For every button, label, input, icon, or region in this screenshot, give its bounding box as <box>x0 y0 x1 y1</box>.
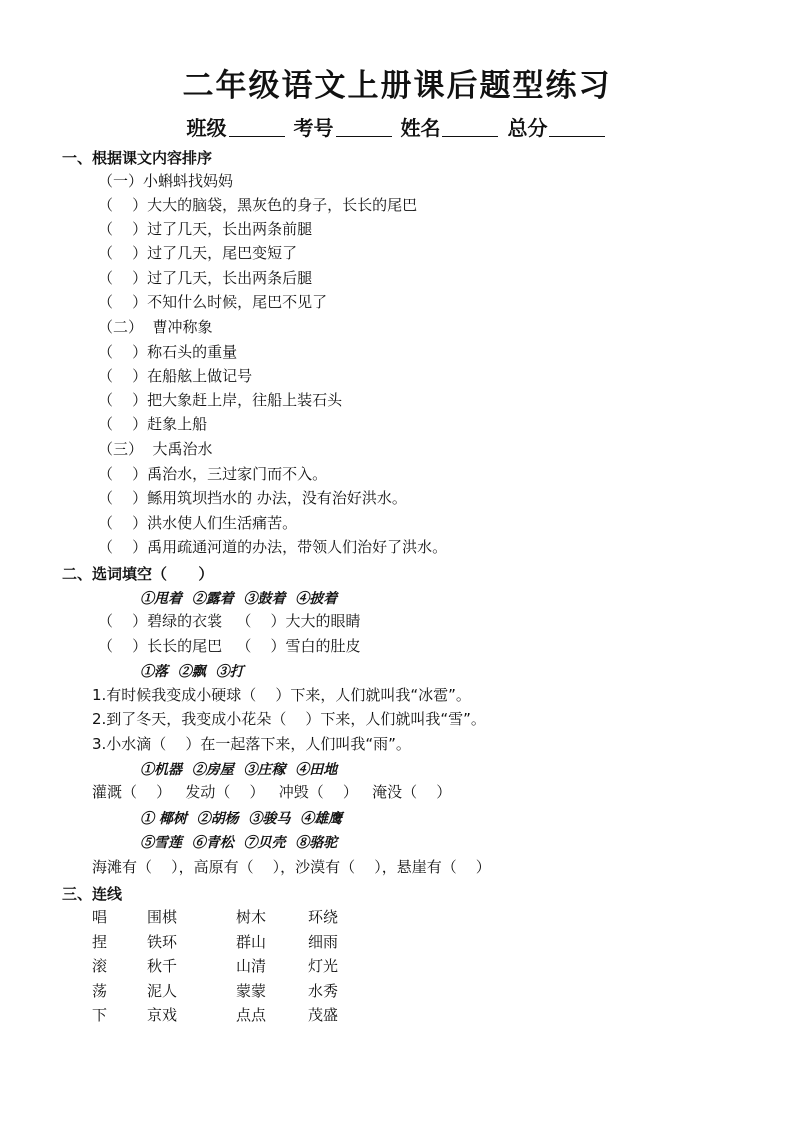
fill-line: 3.小水滴（ ）在一起落下来，人们叫我“雨”。 <box>92 735 411 753</box>
section-1-line: （ ）过了几天，尾巴变短了 <box>98 244 298 262</box>
word-options-1: ①甩着 ②露着 ③鼓着 ④披着 <box>140 591 338 607</box>
match-word[interactable]: 滚 <box>92 957 108 975</box>
section-1-line: （ ）鲧用筑坝挡水的 办法，没有治好洪水。 <box>98 489 407 507</box>
class-label: 班级 <box>186 116 227 140</box>
match-word[interactable]: 灯光 <box>308 957 339 975</box>
section-1-line: （三） 大禹治水 <box>98 440 213 458</box>
match-word[interactable]: 泥人 <box>147 982 178 1000</box>
section-1-line: （一）小蝌蚪找妈妈 <box>98 172 234 190</box>
fill-line: 2.到了冬天，我变成小花朵（ ）下来，人们就叫我“雪”。 <box>92 710 486 728</box>
match-word[interactable]: 茂盛 <box>308 1006 339 1024</box>
match-word[interactable]: 京戏 <box>147 1006 178 1024</box>
match-word[interactable]: 水秀 <box>308 982 339 1000</box>
match-word[interactable]: 下 <box>92 1006 108 1024</box>
class-blank[interactable] <box>229 118 285 137</box>
section-1-line: （ ）禹治水，三过家门而不入。 <box>98 465 328 483</box>
section-1-line: （ ）大大的脑袋，黑灰色的身子，长长的尾巴 <box>98 196 418 214</box>
word-options-5: ⑤雪莲 ⑥青松 ⑦贝壳 ⑧骆驼 <box>140 835 338 851</box>
section-1-line: （ ）过了几天，长出两条后腿 <box>98 269 313 287</box>
id-label: 考号 <box>293 116 334 140</box>
section-1-line: （ ）禹用疏通河道的办法，带领人们治好了洪水。 <box>98 538 448 556</box>
match-word[interactable]: 群山 <box>236 933 267 951</box>
match-word[interactable]: 铁环 <box>147 933 178 951</box>
match-word[interactable]: 细雨 <box>308 933 339 951</box>
match-word[interactable]: 荡 <box>92 982 108 1000</box>
student-info-line <box>0 112 794 141</box>
score-label: 总分 <box>507 116 548 140</box>
match-word[interactable]: 蒙蒙 <box>236 982 267 1000</box>
match-word[interactable]: 环绕 <box>308 908 339 926</box>
match-word[interactable]: 捏 <box>92 933 108 951</box>
id-blank[interactable] <box>336 118 392 137</box>
name-blank[interactable] <box>442 118 498 137</box>
page-title: 二年级语文上册课后题型练习 <box>182 68 612 104</box>
name-label: 姓名 <box>400 116 441 140</box>
match-word[interactable]: 山清 <box>236 957 267 975</box>
match-word[interactable]: 点点 <box>236 1006 267 1024</box>
match-word[interactable]: 围棋 <box>147 908 178 926</box>
section-1-heading: 一、根据课文内容排序 <box>62 149 213 167</box>
score-blank[interactable] <box>549 118 605 137</box>
section-1-line: （二） 曹冲称象 <box>98 318 213 336</box>
fill-line: （ ）碧绿的衣裳 （ ）大大的眼睛 <box>98 612 361 630</box>
section-1-line: （ ）称石头的重量 <box>98 343 238 361</box>
match-word[interactable]: 唱 <box>92 908 108 926</box>
match-word[interactable]: 树木 <box>236 908 267 926</box>
section-1-line: （ ）不知什么时候，尾巴不见了 <box>98 293 328 311</box>
fill-line: （ ）长长的尾巴 （ ）雪白的肚皮 <box>98 637 361 655</box>
fill-line: 1.有时候我变成小硬球（ ）下来，人们就叫我“冰雹”。 <box>92 686 471 704</box>
word-options-4: ① 椰树 ②胡杨 ③骏马 ④雄鹰 <box>140 811 343 827</box>
section-1-line: （ ）在船舷上做记号 <box>98 367 253 385</box>
match-word[interactable]: 秋千 <box>147 957 178 975</box>
section-2-heading: 二、选词填空（ ） <box>62 565 214 583</box>
section-1-line: （ ）把大象赶上岸，往船上装石头 <box>98 391 343 409</box>
section-3-heading: 三、连线 <box>62 885 123 903</box>
fill-line: 海滩有（ ），高原有（ ），沙漠有（ ），悬崖有（ ） <box>92 858 491 876</box>
section-1-line: （ ）洪水使人们生活痛苦。 <box>98 514 298 532</box>
word-options-2: ①落 ②飘 ③打 <box>140 664 244 680</box>
section-1-line: （ ）赶象上船 <box>98 415 208 433</box>
word-options-3: ①机器 ②房屋 ③庄稼 ④田地 <box>140 762 338 778</box>
section-1-line: （ ）过了几天，长出两条前腿 <box>98 220 313 238</box>
fill-line: 灌溉（ ） 发动（ ） 冲毁（ ） 淹没（ ） <box>92 783 452 801</box>
